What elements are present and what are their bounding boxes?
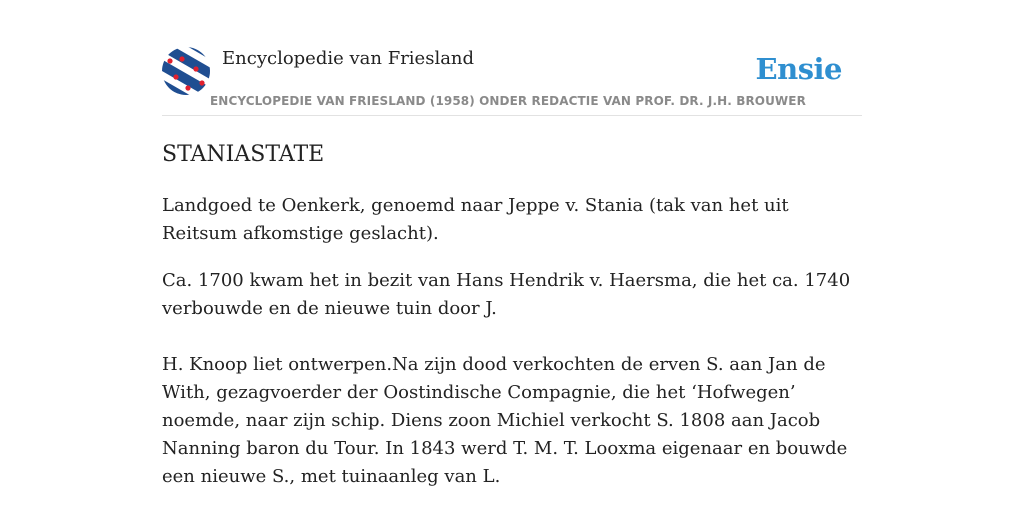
article-title: STANIASTATE: [162, 142, 325, 167]
article-paragraph-1: Landgoed te Oenkerk, genoemd naar Jeppe v. Stania (tak van het uit Reitsum afkomstige geslacht).: [162, 195, 789, 244]
brand-logo-text[interactable]: Ensie: [755, 52, 842, 86]
article-paragraph-2: Ca. 1700 kwam het in bezit van Hans Hendrik v. Haersma, die het ca. 1740 verbouwde en de nieuwe tuin door J.: [162, 270, 851, 319]
frisian-flag-icon[interactable]: [162, 47, 210, 95]
article-paragraph-3: H. Knoop liet ontwerpen.Na zijn dood verkochten de erven S. aan Jan de With, gezagvoerder der Oostindische Compagnie, die het ‘Hofwegen’ noemde, naar zijn schip. Diens zoon Michiel verkocht S. 1808 aan Jacob Nanning baron du Tour. In 1843 werd T. M. T. Looxma eigenaar en bouwde een nieuwe S., met tuinaanleg van L.: [162, 354, 848, 487]
frisian-flag-svg: [162, 47, 210, 95]
book-subtitle: ENCYCLOPEDIE VAN FRIESLAND (1958) ONDER REDACTIE VAN PROF. DR. J.H. BROUWER: [210, 94, 806, 108]
header-divider: [162, 115, 862, 116]
book-title[interactable]: Encyclopedie van Friesland: [222, 48, 475, 69]
